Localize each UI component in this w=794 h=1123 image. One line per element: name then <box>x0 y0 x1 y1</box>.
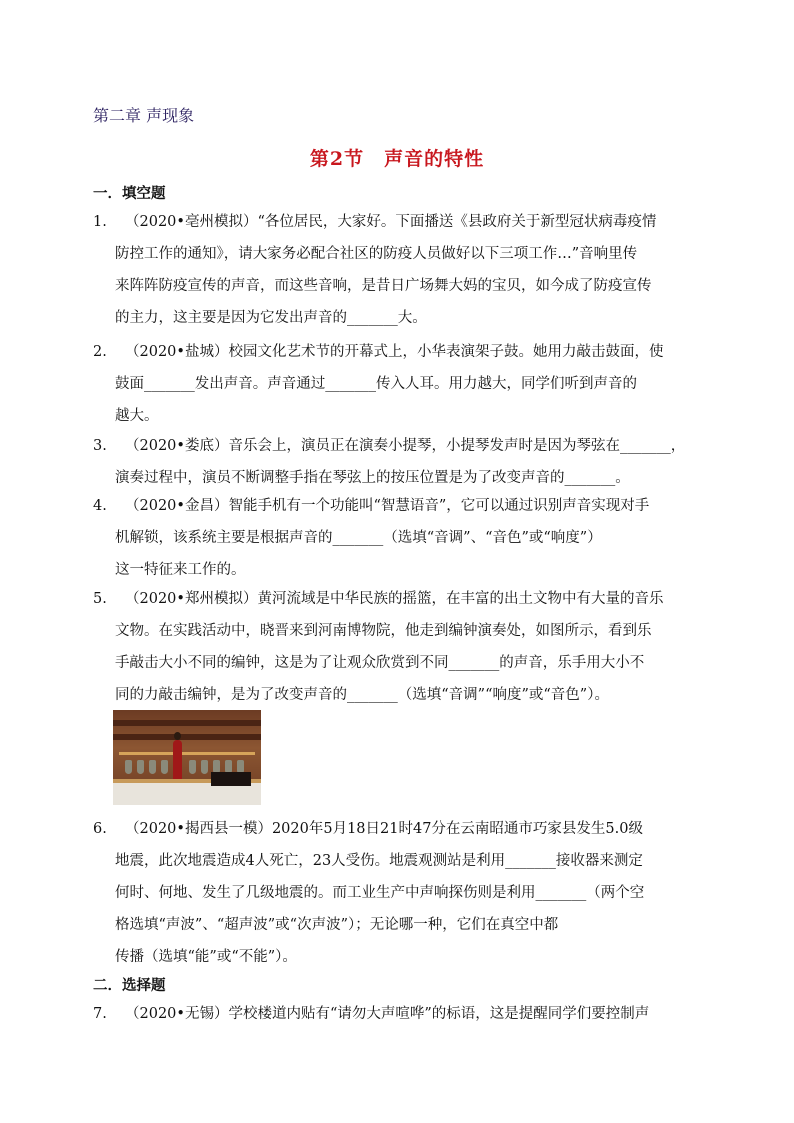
question-number: 2. <box>93 344 107 360</box>
question-1 <box>93 206 707 334</box>
question-line: 越大。 <box>115 408 159 424</box>
chapter-heading: 第二章 声现象 <box>93 106 195 125</box>
question-line: 传播（选填“能”或“不能”）。 <box>115 949 297 965</box>
question-number: 5. <box>93 591 107 607</box>
question-line: 地震，此次地震造成4人死亡，23人受伤。地震观测站是利用_______接收器来测定 <box>115 853 643 869</box>
question-line: （2020•盐城）校园文化艺术节的开幕式上，小华表演架子鼓。她用力敲击鼓面，使 <box>125 344 664 360</box>
question-line: 这一特征来工作的。 <box>115 562 246 578</box>
question-line: 来阵阵防疫宣传的声音，而这些音响，是昔日广场舞大妈的宝贝，如今成了防疫宣传 <box>115 278 652 294</box>
question-line: 同的力敲击编钟，是为了改变声音的_______（选填“音调”“响度”或“音色”）。 <box>115 687 609 703</box>
question-2 <box>93 336 707 432</box>
question-number: 6. <box>93 821 107 837</box>
bianzhong-performance-photo <box>113 710 261 805</box>
question-4 <box>93 490 707 586</box>
question-line: （2020•金昌）智能手机有一个功能叫“智慧语音”，它可以通过识别声音实现对手 <box>125 498 650 514</box>
question-line: 的主力，这主要是因为它发出声音的_______大。 <box>115 310 427 326</box>
question-line: （2020•无锡）学校楼道内贴有“请勿大声喧哗”的标语，这是提醒同学们要控制声 <box>125 1006 650 1022</box>
question-line: 格选填“声波”、“超声波”或“次声波”）；无论哪一种，它们在真空中都 <box>115 917 559 933</box>
question-line: （2020•亳州模拟）“各位居民，大家好。下面播送《县政府关于新型冠状病毒疫情 <box>125 214 657 230</box>
question-line: 鼓面_______发出声音。声音通过_______传入人耳。用力越大，同学们听到声音的 <box>115 376 637 392</box>
section-heading-choice: 二．选择题 <box>93 977 166 994</box>
section-title: 第2节 声音的特性 <box>309 148 485 170</box>
section-heading-fill-blank: 一．填空题 <box>93 185 166 202</box>
question-number: 3. <box>93 438 107 454</box>
question-line: 演奏过程中，演员不断调整手指在琴弦上的按压位置是为了改变声音的_______。 <box>115 470 630 486</box>
question-line: 机解锁，该系统主要是根据声音的_______（选填“音调”、“音色”或“响度”） <box>115 530 602 546</box>
question-5 <box>93 583 707 711</box>
question-number: 1. <box>93 214 107 230</box>
question-line: （2020•揭西县一模）2020年5月18日21时47分在云南昭通市巧家县发生5.0级 <box>125 821 643 837</box>
question-number: 7. <box>93 1006 107 1022</box>
question-line: 何时、何地、发生了几级地震的。而工业生产中声响探伤则是利用_______（两个空 <box>115 885 645 901</box>
question-line: 防控工作的通知》，请大家务必配合社区的防疫人员做好以下三项工作…”音响里传 <box>115 246 638 262</box>
question-line: 手敲击大小不同的编钟，这是为了让观众欣赏到不同_______的声音，乐手用大小不 <box>115 655 645 671</box>
question-line: （2020•郑州模拟）黄河流域是中华民族的摇篮，在丰富的出土文物中有大量的音乐 <box>125 591 664 607</box>
question-line: 文物。在实践活动中，晓晋来到河南博物院，他走到编钟演奏处，如图所示，看到乐 <box>115 623 652 639</box>
question-7 <box>93 998 707 1030</box>
question-6 <box>93 813 707 973</box>
question-line: （2020•娄底）音乐会上，演员正在演奏小提琴，小提琴发声时是因为琴弦在_______， <box>125 438 686 454</box>
question-number: 4. <box>93 498 107 514</box>
question-3 <box>93 430 707 494</box>
